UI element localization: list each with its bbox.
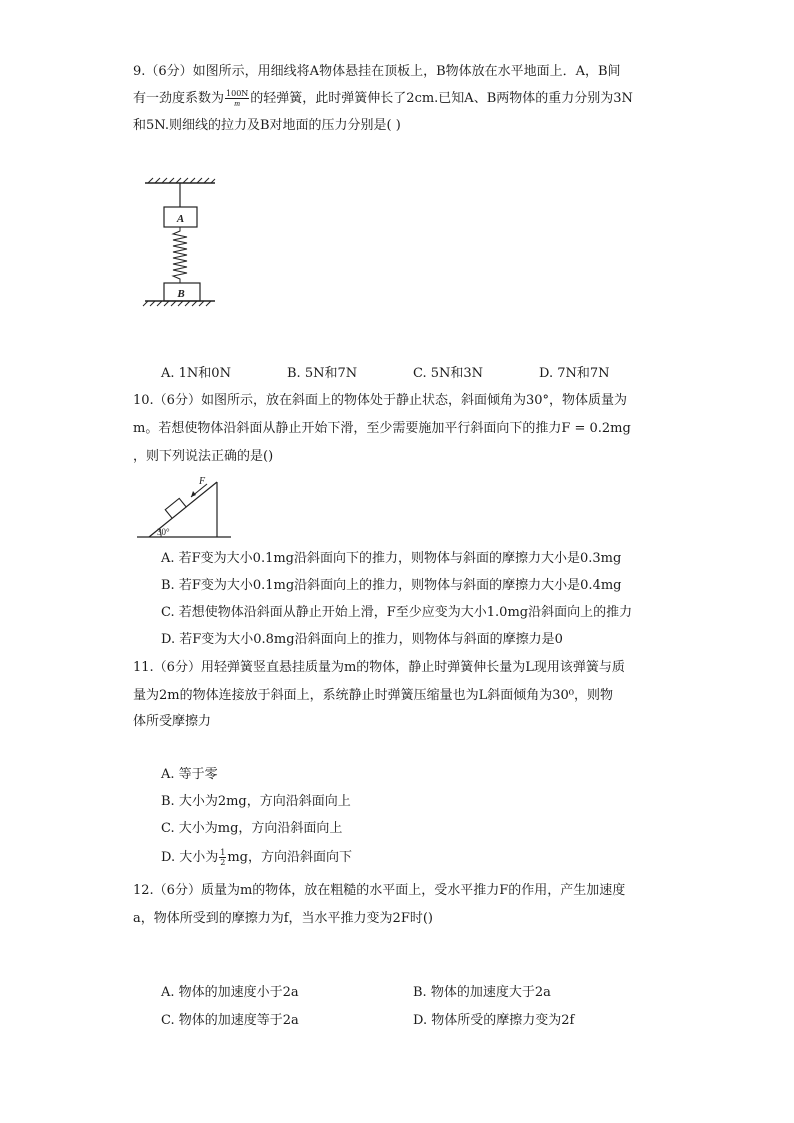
q9-option-a[interactable]: A. 1N和0N (161, 366, 231, 381)
q11-option-d[interactable] (161, 848, 352, 867)
q11-option-c[interactable]: C. 大小为mg，方向沿斜面向上 (161, 821, 343, 836)
fraction-numerator: 100N (226, 89, 249, 98)
q12-line1: 12.（6分）质量为m的物体，放在粗糙的水平面上，受水平推力F的作用，产生加速度 (133, 883, 626, 898)
angle-label: 30° (157, 527, 170, 537)
block-on-incline (165, 498, 186, 518)
q11-line3: 体所受摩擦力 (133, 714, 212, 729)
q10-option-c[interactable]: C. 若想使物体沿斜面从静止开始上滑，F至少应变为大小1.0mg沿斜面向上的推力 (161, 605, 633, 620)
q10-option-a[interactable]: A. 若F变为大小0.1mg沿斜面向下的推力，则物体与斜面的摩擦力大小是0.3mg (161, 551, 622, 566)
block-a-label: A (176, 213, 185, 225)
force-label: F (199, 476, 206, 487)
fraction-denominator: 2 (220, 858, 226, 867)
q11-option-a[interactable]: A. 等于零 (161, 767, 218, 782)
q9-option-d[interactable]: D. 7N和7N (539, 366, 610, 381)
q12-option-b[interactable]: B. 物体的加速度大于2a (413, 985, 551, 1000)
q9-line2-pre: 有一劲度系数为 (133, 91, 225, 106)
q11-option-d-pre: D. 大小为 (161, 850, 219, 865)
q12-option-a[interactable]: A. 物体的加速度小于2a (161, 985, 299, 1000)
q10-line1: 10.（6分）如图所示，放在斜面上的物体处于静止状态，斜面倾角为30°，物体质量为 (133, 393, 627, 408)
q11-line1: 11.（6分）用轻弹簧竖直悬挂质量为m的物体，静止时弹簧伸长量为L现用该弹簧与质 (133, 660, 625, 675)
q11-option-d-post: mg，方向沿斜面向下 (227, 850, 352, 865)
q10-line2: m。若想使物体沿斜面从静止开始下滑，至少需要施加平行斜面向下的推力F = 0.2mg (133, 421, 631, 436)
block-b-label: B (177, 288, 185, 300)
q9-line1: 9.（6分）如图所示，用细线将A物体悬挂在顶板上，B物体放在水平地面上．A，B间 (133, 64, 621, 79)
half-fraction (219, 848, 226, 867)
q10-line3: ，则下列说法正确的是() (133, 449, 274, 464)
q9-spring-figure (140, 175, 220, 310)
spring (173, 227, 187, 283)
q9-line2 (133, 89, 633, 108)
q11-option-b[interactable]: B. 大小为2mg，方向沿斜面向上 (161, 794, 351, 809)
q11-line2: 量为2m的物体连接放于斜面上，系统静止时弹簧压缩量也为L斜面倾角为30⁰，则物 (133, 688, 613, 703)
q9-line2-post: 的轻弹簧，此时弹簧伸长了2cm.已知A、B两物体的重力分别为3N (250, 91, 633, 106)
q9-option-c[interactable]: C. 5N和3N (413, 366, 484, 381)
q10-option-b[interactable]: B. 若F变为大小0.1mg沿斜面向上的推力，则物体与斜面的摩擦力大小是0.4mg (161, 578, 622, 593)
q12-line2: a，物体所受到的摩擦力为f，当水平推力变为2F时() (133, 911, 433, 926)
q9-stiffness-fraction (225, 89, 249, 108)
q9-line3: 和5N.则细线的拉力及B对地面的压力分别是( ) (133, 118, 401, 133)
q12-option-c[interactable]: C. 物体的加速度等于2a (161, 1013, 299, 1028)
q9-option-b[interactable]: B. 5N和7N (287, 366, 358, 381)
fraction-denominator: m (234, 99, 241, 108)
force-arrow-head (191, 491, 196, 497)
q10-incline-figure (135, 474, 235, 542)
q10-option-d[interactable]: D. 若F变为大小0.8mg沿斜面向上的推力，则物体与斜面的摩擦力是0 (161, 632, 563, 647)
fraction-numerator: 1 (220, 848, 226, 857)
q12-option-d[interactable]: D. 物体所受的摩擦力变为2f (413, 1013, 575, 1028)
